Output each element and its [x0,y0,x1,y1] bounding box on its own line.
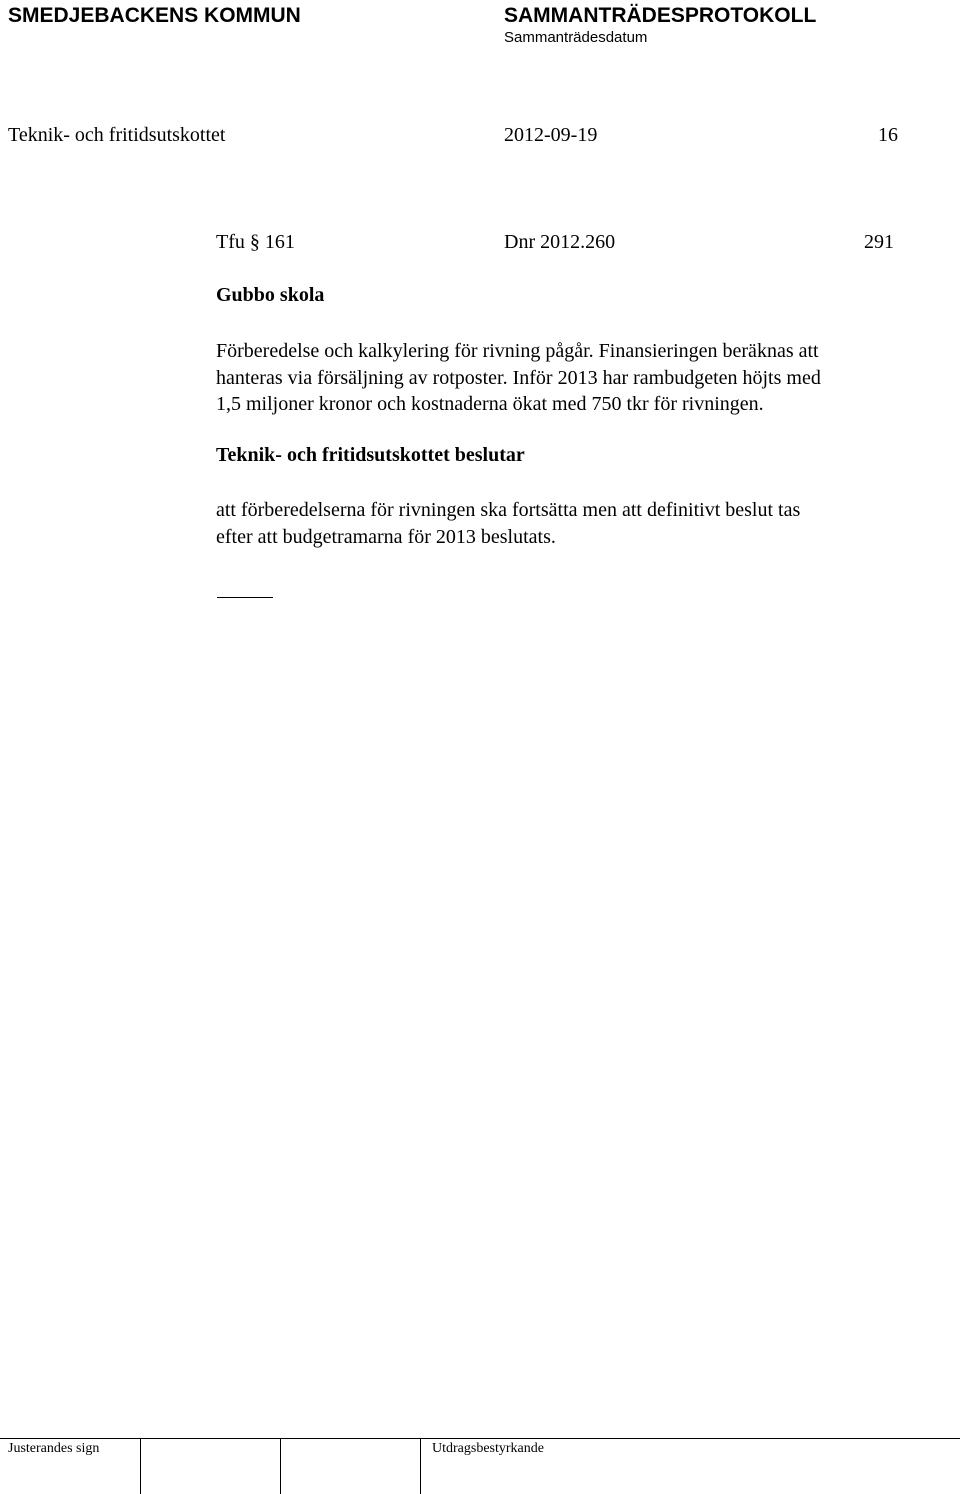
paragraph-reference: Tfu § 161 [216,231,295,253]
page-number: 16 [878,124,898,146]
extract-certification-label: Utdragsbestyrkande [432,1441,544,1456]
decision-body [216,497,936,550]
body-line: hanteras via försäljning av rotposter. Inför 2013 har rambudgeten höjts med [216,366,821,389]
footer-divider [420,1438,421,1494]
item-title: Gubbo skola [216,284,325,306]
diary-code: 291 [864,231,894,253]
body-line: 1,5 miljoner kronor och kostnaderna ökat med 750 tkr för rivningen. [216,393,764,415]
meeting-date: 2012-09-19 [504,124,598,146]
decision-line: att förberedelserna för rivningen ska fortsätta men att definitivt beslut tas [216,499,801,521]
footer-divider [140,1438,141,1494]
meeting-date-label: Sammanträdesdatum [504,29,648,46]
decision-line: efter att budgetramarna för 2013 beslutats. [216,525,556,548]
adjuster-signature-label: Justerandes sign [8,1441,100,1456]
diary-number: Dnr 2012.260 [504,231,616,253]
document-type: SAMMANTRÄDESPROTOKOLL [504,4,817,27]
municipality-name: SMEDJEBACKENS KOMMUN [8,4,301,27]
footer-divider [280,1438,281,1494]
decision-heading: Teknik- och fritidsutskottet beslutar [216,444,525,466]
committee-name: Teknik- och fritidsutskottet [8,124,226,146]
item-body [216,338,936,418]
body-line: Förberedelse och kalkylering för rivning pågår. Finansieringen beräknas att [216,340,819,362]
footer-rule [0,1438,960,1439]
end-of-item-rule [217,597,273,598]
